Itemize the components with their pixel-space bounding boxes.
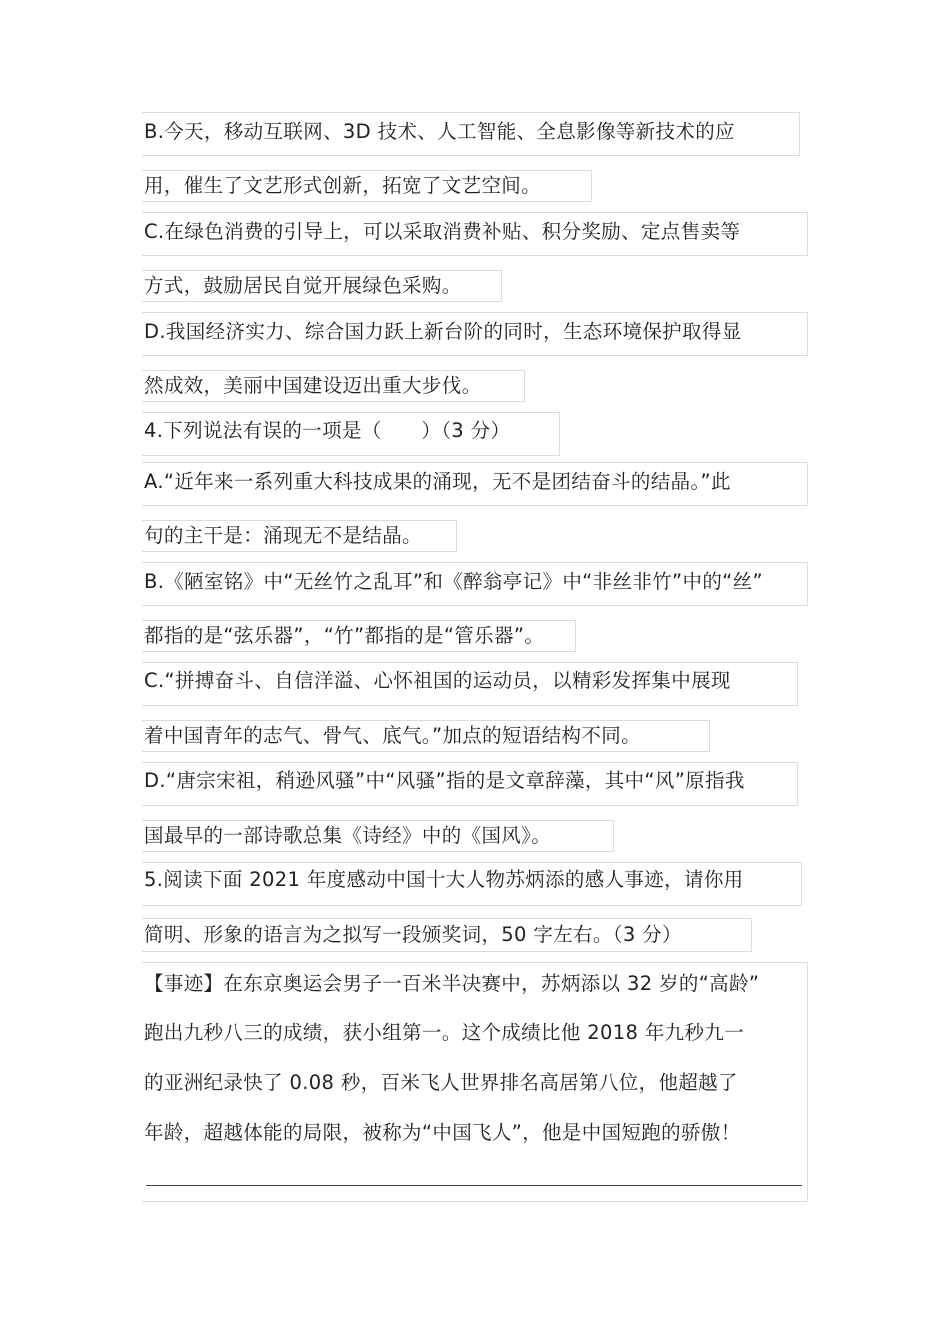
text-line: C.在绿色消费的引导上，可以采取消费补贴、积分奖励、定点售卖等 bbox=[144, 220, 741, 243]
text-line: 然成效，美丽中国建设迈出重大步伐。 bbox=[144, 374, 482, 397]
text-line: 句的主干是：涌现无不是结晶。 bbox=[144, 524, 422, 547]
text-line: 跑出九秒八三的成绩，获小组第一。这个成绩比他 2018 年九秒九一 bbox=[144, 1021, 745, 1044]
text-line: 都指的是“弦乐器”，“竹”都指的是“管乐器”。 bbox=[144, 624, 545, 647]
text-line: A.“近年来一系列重大科技成果的涌现，无不是团结奋斗的结晶。”此 bbox=[144, 470, 731, 493]
text-line: 【事迹】在东京奥运会男子一百米半决赛中，苏炳添以 32 岁的“高龄” bbox=[144, 972, 760, 995]
text-line: B.《陋室铭》中“无丝竹之乱耳”和《醉翁亭记》中“非丝非竹”中的“丝” bbox=[144, 570, 763, 593]
text-line: 着中国青年的志气、骨气、底气。”加点的短语结构不同。 bbox=[144, 724, 641, 747]
text-line: 年龄，超越体能的局限，被称为“中国飞人”，他是中国短跑的骄傲！ bbox=[144, 1121, 741, 1144]
text-line: 5.阅读下面 2021 年度感动中国十大人物苏炳添的感人事迹，请你用 bbox=[144, 868, 744, 891]
text-line: 国最早的一部诗歌总集《诗经》中的《国风》。 bbox=[144, 824, 552, 847]
text-line: 用，催生了文艺形式创新，拓宽了文艺空间。 bbox=[144, 174, 542, 197]
text-line: D.“唐宗宋祖，稍逊风骚”中“风骚”指的是文章辞藻，其中“风”原指我 bbox=[144, 769, 745, 792]
text-line: B.今天，移动互联网、3D 技术、人工智能、全息影像等新技术的应 bbox=[144, 120, 735, 143]
text-line: 方式，鼓励居民自觉开展绿色采购。 bbox=[144, 274, 462, 297]
text-line: 的亚洲纪录快了 0.08 秒，百米飞人世界排名高居第八位，他超越了 bbox=[144, 1071, 738, 1094]
text-line: D.我国经济实力、综合国力跃上新台阶的同时，生态环境保护取得显 bbox=[144, 320, 742, 343]
text-line: 4.下列说法有误的一项是（ ）（3 分） bbox=[144, 419, 511, 442]
answer-blank-line[interactable] bbox=[146, 1185, 802, 1186]
text-line: C.“拼搏奋斗、自信洋溢、心怀祖国的运动员，以精彩发挥集中展现 bbox=[144, 669, 731, 692]
text-line: 简明、形象的语言为之拟写一段颁奖词，50 字左右。（3 分） bbox=[144, 923, 682, 946]
